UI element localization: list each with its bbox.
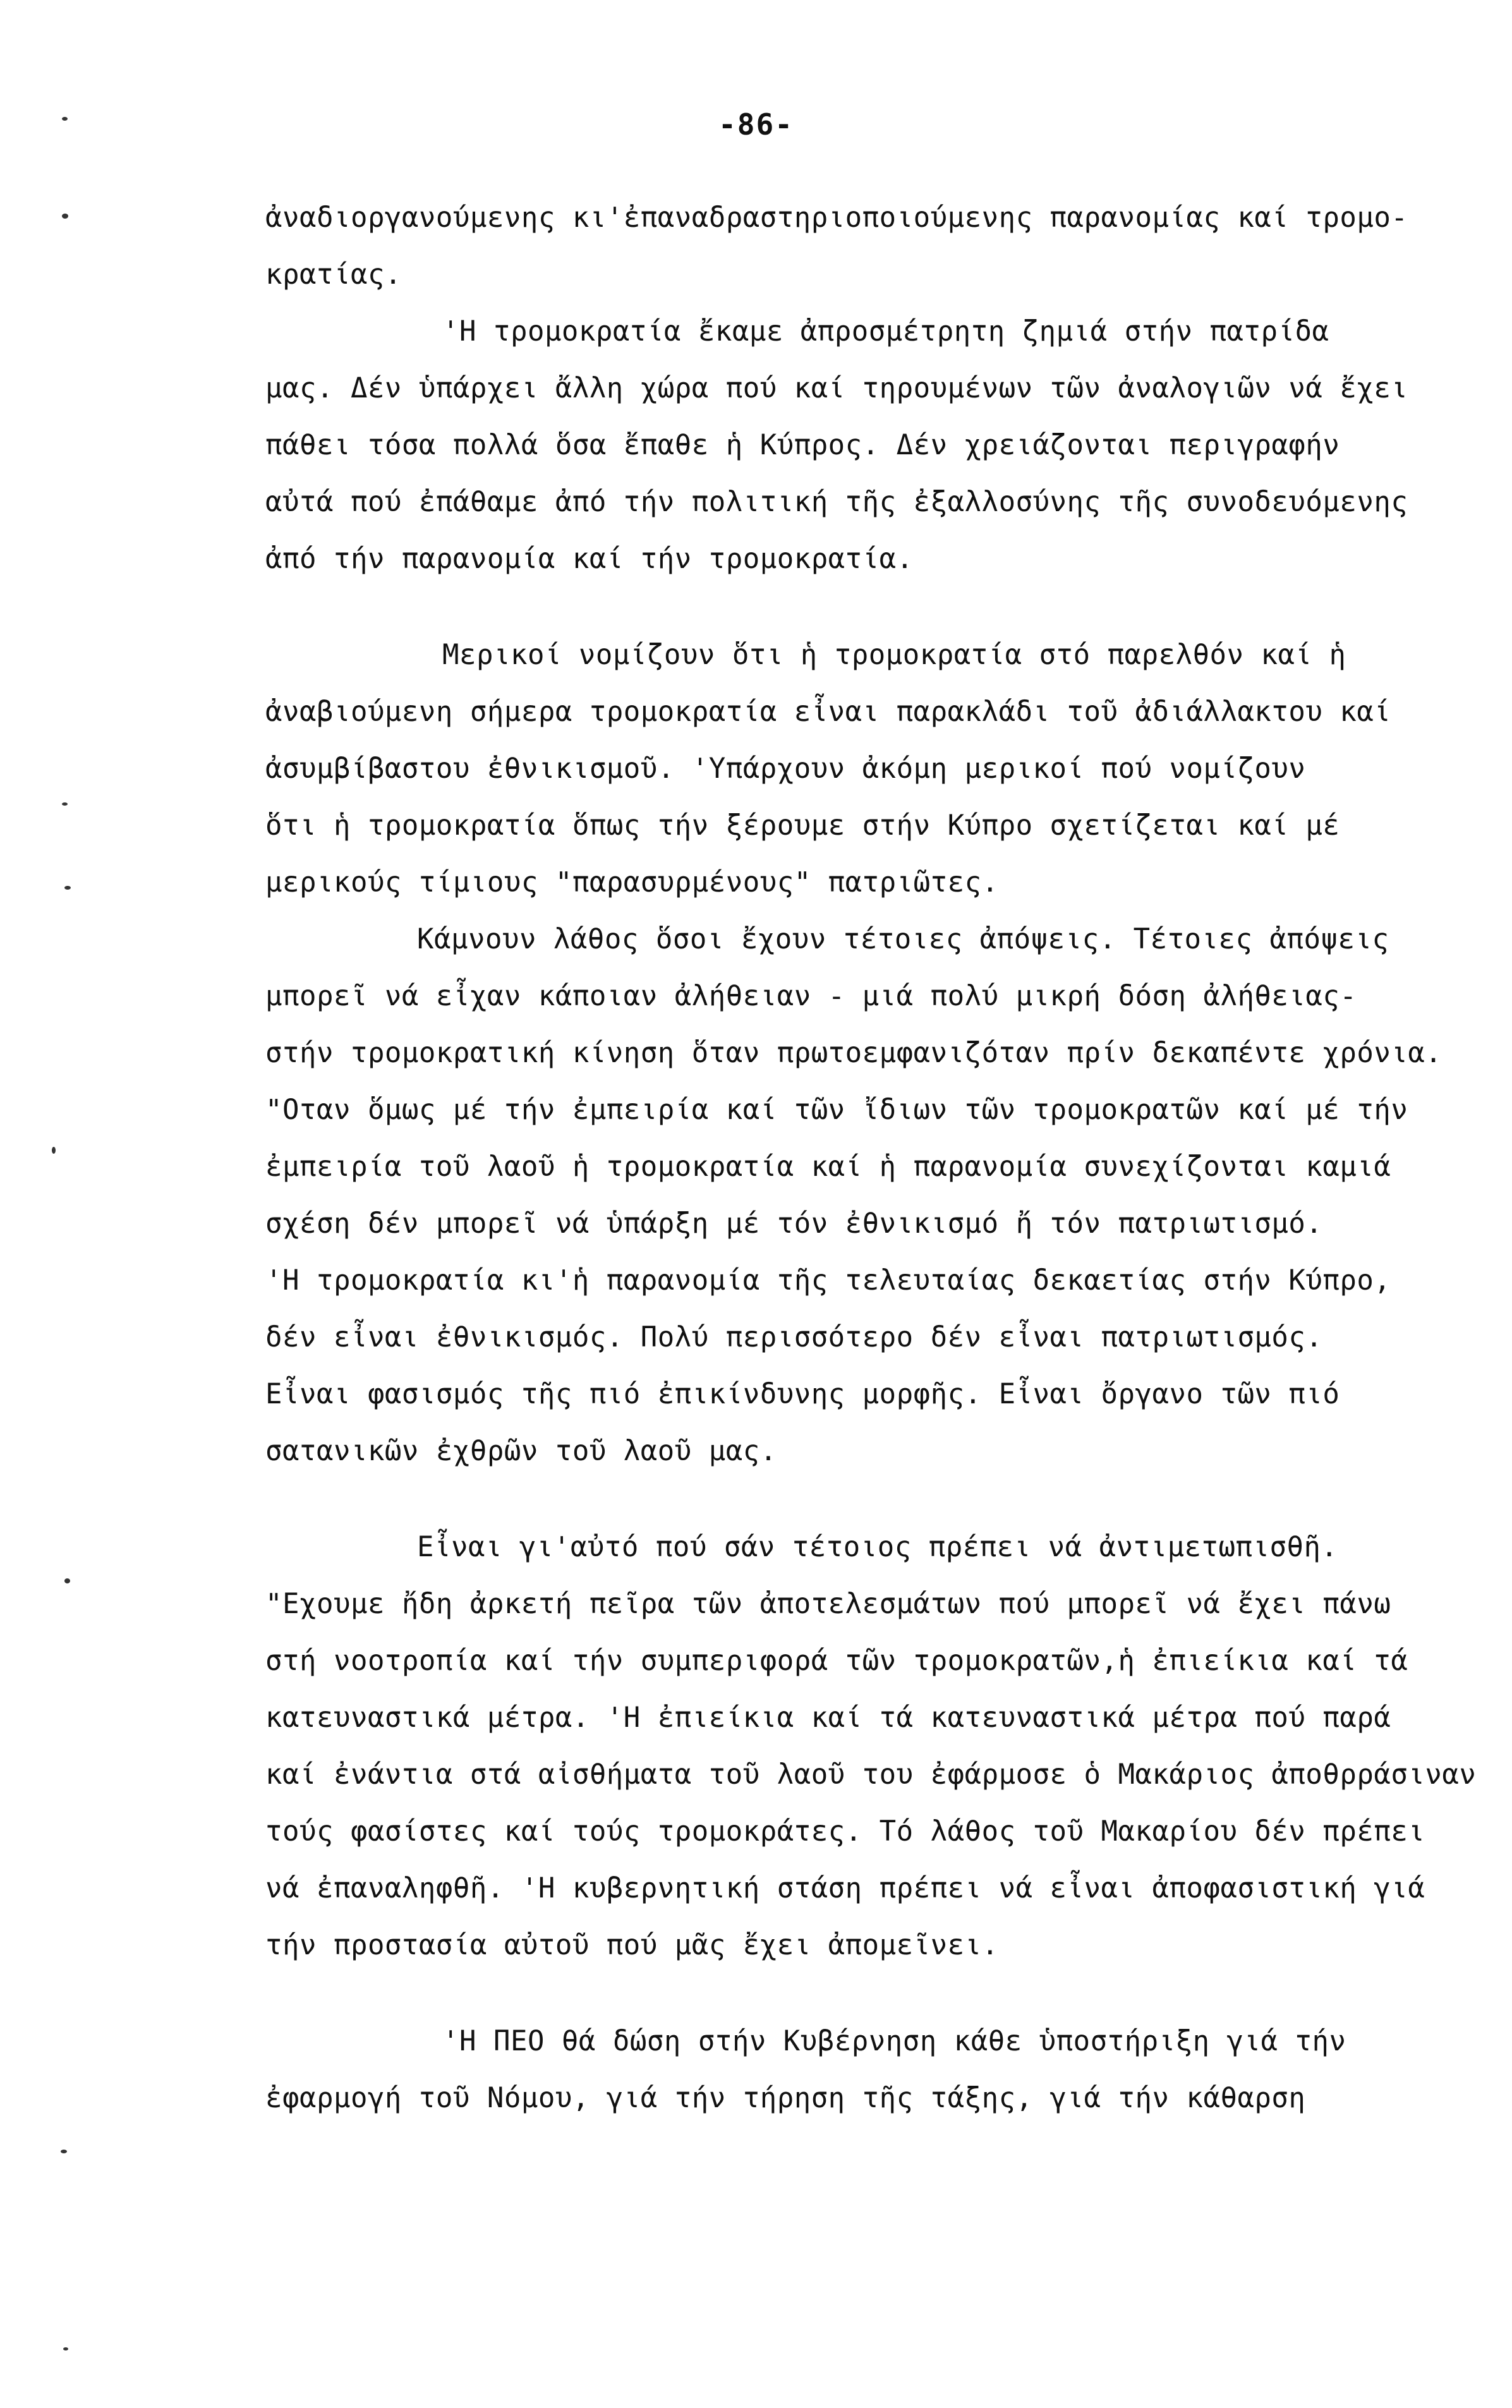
text-line: στήν τρομοκρατική κίνηση ὅταν πρωτοεμφανιζόταν πρίν δεκαπέντε χρόνια. (265, 1037, 1442, 1069)
text-line: δέν εἶναι ἐθνικισμός. Πολύ περισσότερο δέν εἶναι πατριωτισμός. (265, 1321, 1323, 1353)
text-line: ἐφαρμογή τοῦ Νόμου, γιά τήν τήρηση τῆς τάξης, γιά τήν κάθαρση (265, 2082, 1306, 2114)
paragraph-3 (265, 627, 1428, 911)
text-line: 'Η ΠΕΟ θά δώση στήν Κυβέρνηση κάθε ὑποστήριξη γιά τήν (442, 2025, 1346, 2057)
text-line: 'Η τρομοκρατία κι'ἡ παρανομία τῆς τελευταίας δεκαετίας στήν Κύπρο, (265, 1264, 1391, 1297)
scan-speck (64, 1578, 70, 1583)
paragraph-2 (265, 303, 1428, 588)
text-line: Εἶναι γι'αὐτό πού σάν τέτοιος πρέπει νά ἀντιμετωπισθῆ. (417, 1531, 1338, 1563)
paragraph-5 (265, 1519, 1477, 1974)
text-line: "Οταν ὅμως μέ τήν ἐμπειρία καί τῶν ἴδιων τῶν τρομοκρατῶν καί μέ τήν (265, 1094, 1408, 1126)
scan-speck (52, 1147, 56, 1154)
scan-speck (62, 214, 68, 219)
paragraph-6 (265, 2013, 1428, 2127)
text-line: Εἶναι φασισμός τῆς πιό ἐπικίνδυνης μορφῆς. Εἶναι ὄργανο τῶν πιό (265, 1378, 1340, 1410)
scan-speck (64, 886, 71, 890)
scan-speck (61, 2150, 67, 2153)
text-line: μας. Δέν ὑπάρχει ἄλλη χώρα πού καί τηρουμένων τῶν ἀναλογιῶν νά ἔχει (265, 372, 1408, 404)
text-line: Κάμνουν λάθος ὅσοι ἔχουν τέτοιες ἀπόψεις. Τέτοιες ἀπόψεις (417, 923, 1389, 955)
text-line: αὐτά πού ἐπάθαμε ἀπό τήν πολιτική τῆς ἐξαλλοσύνης τῆς συνοδευόμενης (265, 486, 1408, 518)
text-line: ἀπό τήν παρανομία καί τήν τρομοκρατία. (265, 543, 914, 575)
text-line: νά ἐπαναληφθῆ. 'Η κυβερνητική στάση πρέπει νά εἶναι ἀποφασιστική γιά (265, 1872, 1425, 1904)
text-line: στή νοοτροπία καί τήν συμπεριφορά τῶν τρομοκρατῶν,ἡ ἐπιείκια καί τά (265, 1645, 1408, 1677)
scan-speck (62, 802, 68, 806)
text-line: κατευναστικά μέτρα. 'Η ἐπιείκια καί τά κατευναστικά μέτρα πού παρά (265, 1702, 1391, 1734)
text-line: τούς φασίστες καί τούς τρομοκράτες. Τό λάθος τοῦ Μακαρίου δέν πρέπει (265, 1815, 1425, 1848)
document-body (265, 190, 1477, 2127)
text-line: μερικούς τίμιους "παρασυρμένους" πατριῶτες. (265, 866, 999, 898)
paragraph-1 (265, 190, 1428, 303)
paragraph-4 (265, 911, 1442, 1480)
text-line: τήν προστασία αὐτοῦ πού μᾶς ἔχει ἀπομεῖνει. (265, 1929, 999, 1961)
text-line: ἀναδιοργανούμενης κι'ἐπαναδραστηριοποιούμενης παρανομίας καί τρομο- (265, 202, 1408, 234)
text-line: ὅτι ἡ τρομοκρατία ὅπως τήν ξέρουμε στήν Κύπρο σχετίζεται καί μέ (265, 809, 1340, 842)
text-line: 'Η τρομοκρατία ἔκαμε ἀπροσμέτρητη ζημιά στήν πατρίδα (442, 315, 1329, 348)
text-line: ἀσυμβίβαστου ἐθνικισμοῦ. 'Υπάρχουν ἀκόμη μερικοί πού νομίζουν (265, 753, 1306, 785)
text-line: κρατίας. (265, 258, 402, 291)
scan-speck (63, 2347, 68, 2351)
scan-speck (62, 117, 68, 121)
text-line: πάθει τόσα πολλά ὅσα ἔπαθε ἡ Κύπρος. Δέν χρειάζονται περιγραφήν (265, 429, 1340, 461)
text-line: "Εχουμε ἤδη ἀρκετή πεῖρα τῶν ἀποτελεσμάτων πού μπορεῖ νά ἔχει πάνω (265, 1588, 1391, 1620)
text-line: σχέση δέν μπορεῖ νά ὑπάρξη μέ τόν ἐθνικισμό ἤ τόν πατριωτισμό. (265, 1207, 1323, 1240)
text-line: ἀναβιούμενη σήμερα τρομοκρατία εἶναι παρακλάδι τοῦ ἀδιάλλακτου καί (265, 696, 1391, 728)
text-line: σατανικῶν ἐχθρῶν τοῦ λαοῦ μας. (265, 1435, 777, 1467)
page-number: -86- (718, 107, 794, 142)
text-line: μπορεῖ νά εἶχαν κάποιαν ἀλήθειαν - μιά πολύ μικρή δόση ἀλήθειας- (265, 980, 1357, 1012)
text-line: ἐμπειρία τοῦ λαοῦ ἡ τρομοκρατία καί ἡ παρανομία συνεχίζονται καμιά (265, 1151, 1391, 1183)
text-line: καί ἐνάντια στά αἰσθήματα τοῦ λαοῦ του ἐφάρμοσε ὁ Μακάριος ἀποθρράσιναν (265, 1758, 1477, 1791)
text-line: Μερικοί νομίζουν ὅτι ἡ τρομοκρατία στό παρελθόν καί ἡ (442, 639, 1346, 671)
